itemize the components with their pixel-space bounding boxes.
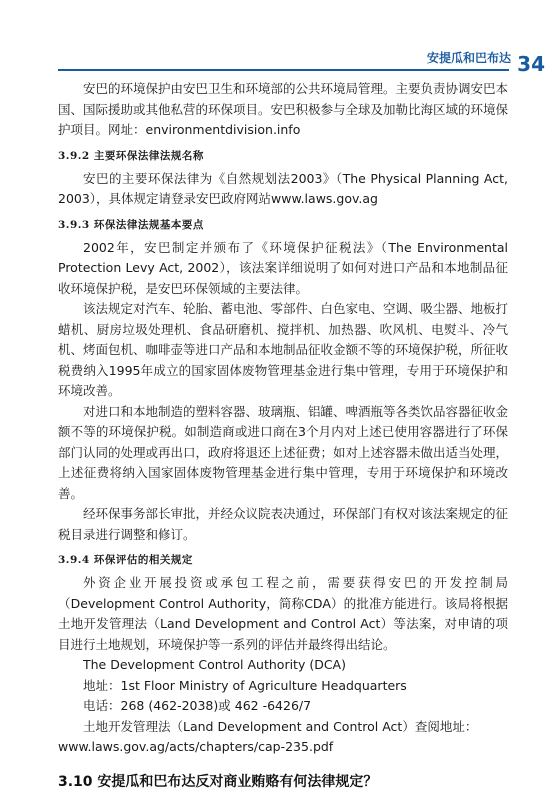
page-body xyxy=(58,79,508,792)
section-3-9-4-heading: 3.9.4 环保评估的相关规定 xyxy=(58,554,193,566)
section-3-9-3-heading: 3.9.3 环保法律法规基本要点 xyxy=(58,218,204,231)
section-3-9-3-paragraph-3: 对进口和本地制造的塑料容器、玻璃瓶、铝罐、啤酒瓶等各类饮品容器征收金额不等的环境保护税。如制造商或进口商在3个月内对上述已使用容器进行了环保部门认同的处理或再出口，政府将退还上述征费；如对上述容器未做出适当处理，上述征费将纳入国家固体废物管理基金进行集中管理，专用于环境保护和环境改善。 xyxy=(58,403,509,501)
law-link-label: 土地开发管理法（Land Development and Control Act）查阅地址： xyxy=(83,718,478,734)
section-3-9-3-paragraph-2: 该法规定对汽车、轮胎、蓄电池、零部件、白色家电、空调、吸尘器、地板打蜡机、厨房垃圾处理机、食品研磨机、搅拌机、加热器、吹风机、电熨斗、冷气机、烤面包机、咖啡壶等进口产品和本地制品征收金额不等的环境保护税，所征收税费纳入1995年成立的国家固体废物管理基金进行集中管理，专用于环境保护和环境改善。 xyxy=(58,301,509,398)
law-link-url: www.laws.gov.ag/acts/chapters/cap-235.pdf xyxy=(58,739,334,754)
contact-phone: 电话：268 (462-2038)或 462 -6426/7 xyxy=(83,698,312,713)
contact-authority-name: The Development Control Authority (DCA) xyxy=(83,657,346,672)
section-3-9-4-paragraph-1: 外资企业开展投资或承包工程之前，需要获得安巴的开发控制局（Development Control Authority，简称CDA）的批准方能进行。该局将根据土地开发管理法（Land Development and Control Act）等法案，对申请的项目进行土地规划，环境保护等一系列的评估并最终得出结论。 xyxy=(58,575,508,652)
section-3-9-2-body: 安巴的主要环保法律为《自然规划法2003》（The Physical Planning Act, 2003），具体规定请登录安巴政府网站www.laws.gov.ag xyxy=(58,170,508,206)
section-3-9-3-paragraph-4: 经环保事务部长审批，并经众议院表决通过，环保部门有权对该法案规定的征税目录进行调整和修订。 xyxy=(58,506,509,542)
running-header-title: 安提瓜和巴布达 xyxy=(426,51,511,65)
contact-address: 地址：1st Floor Ministry of Agriculture Headquarters xyxy=(83,677,407,693)
section-3-9-2-heading: 3.9.2 主要环保法律法规名称 xyxy=(58,149,204,162)
section-3-10-heading: 3.10 安提瓜和巴布达反对商业贿赂有何法律规定？ xyxy=(58,773,378,790)
intro-paragraph: 安巴的环境保护由安巴卫生和环境部的公共环境局管理。主要负责协调安巴本国、国际援助或其他私营的环保项目。安巴积极参与全球及加勒比海区域的环境保护项目。网址：environmentdivision.info xyxy=(58,81,509,137)
section-3-9-3-paragraph-1: 2002年，安巴制定并颁布了《环境保护征税法》（The Environmental Protection Levy Act, 2002），该法案详细说明了如何对进口产品和本地制品征收环境保护税，是安巴环保领域的主要法律。 xyxy=(58,239,508,296)
header-rule xyxy=(58,69,509,71)
page-number: 34 xyxy=(517,52,545,76)
